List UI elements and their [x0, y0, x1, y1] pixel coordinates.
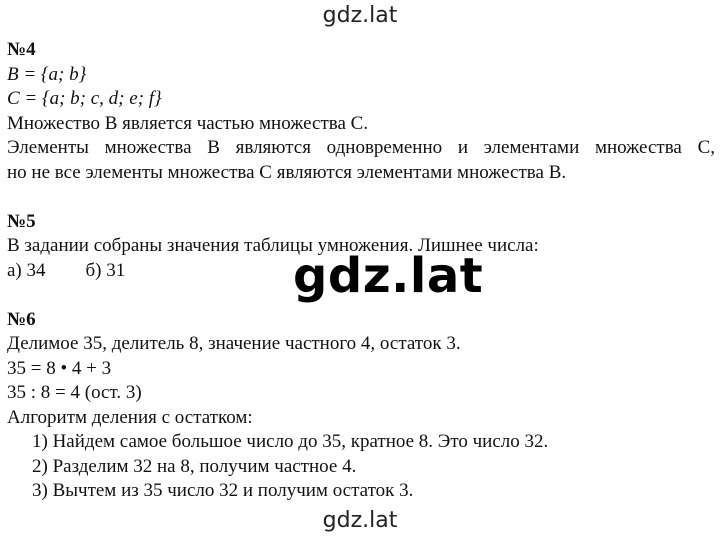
task6-line1: Делимое 35, делитель 8, значение частного 4, остаток 3. [7, 333, 461, 354]
task4-line3: но не все элементы множества C являются элементами множества B. [7, 161, 567, 183]
task6-equation-2: 35 : 8 = 4 (ост. 3) [7, 382, 142, 403]
watermark-bottom: gdz.lat [322, 508, 398, 533]
watermark-middle: gdz.lat [293, 248, 484, 304]
task6-equation-1: 35 = 8 • 4 + 3 [7, 357, 112, 379]
task6-step-2: 2) Разделим 32 на 8, получим частное 4. [32, 455, 357, 477]
task6-step-1: 1) Найдем самое большое число до 35, кратное 8. Это число 32. [32, 431, 549, 452]
task5-line1: В задании собраны значения таблицы умножения. Лишнее числа: [7, 235, 539, 256]
task5-answer-b: б) 31 [85, 259, 126, 281]
task6-heading: №6 [7, 308, 36, 330]
task6-step-3: 3) Вычтем из 35 число 32 и получим остаток 3. [32, 480, 414, 501]
watermark-top: gdz.lat [322, 3, 398, 28]
task6-algorithm-title: Алгоритм деления с остатком: [7, 406, 253, 428]
task4-set-c: C = {a; b; c, d; e; f} [7, 88, 162, 109]
task4-heading: №4 [7, 39, 36, 60]
task5-heading: №5 [7, 210, 36, 232]
task5-answer-a: а) 34 [7, 259, 46, 281]
task4-set-b: B = {a; b} [7, 63, 87, 85]
task4-line2: Элементы множества B являются одновременно и элементами множества C, [7, 137, 715, 158]
task4-line1: Множество B является частью множества C. [7, 112, 369, 134]
